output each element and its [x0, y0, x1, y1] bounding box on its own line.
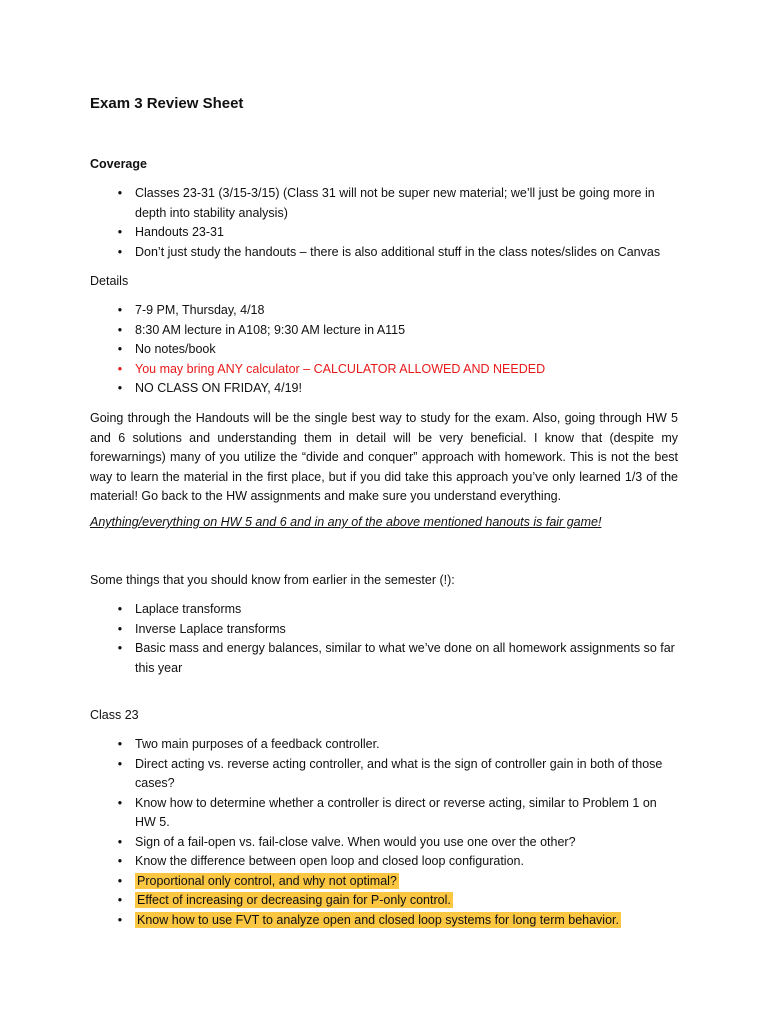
bullet-icon: •: [117, 834, 123, 849]
earlier-list: [90, 600, 678, 678]
bullet-icon: •: [117, 381, 123, 395]
page-title: Exam 3 Review Sheet: [90, 95, 244, 112]
bullet-icon: •: [117, 795, 123, 810]
coverage-list: [90, 184, 678, 262]
list-item: • Inverse Laplace transforms: [90, 620, 678, 640]
list-item-calculator-notice: • You may bring ANY calculator – CALCULATOR ALLOWED AND NEEDED: [90, 360, 678, 380]
bullet-icon: •: [117, 912, 123, 927]
bullet-icon: •: [117, 602, 123, 616]
list-item: • No notes/book: [90, 340, 678, 360]
class23-heading: Class 23: [90, 708, 139, 722]
bullet-icon: •: [117, 737, 123, 751]
fair-game-note: Anything/everything on HW 5 and 6 and in any of the above mentioned hanouts is fair game!: [90, 515, 602, 529]
list-item-highlighted: • Know how to use FVT to analyze open and closed loop systems for long term behavior.: [90, 911, 678, 931]
bullet-icon: •: [117, 225, 123, 239]
bullet-icon: •: [117, 342, 123, 356]
earlier-intro: Some things that you should know from earlier in the semester (!):: [90, 573, 455, 587]
bullet-icon: •: [117, 361, 123, 376]
list-item: • Know how to determine whether a controller is direct or reverse acting, similar to Problem 1 on HW 5.: [90, 794, 678, 833]
bullet-icon: •: [117, 854, 123, 868]
list-item-highlighted: • Effect of increasing or decreasing gain for P-only control.: [90, 891, 678, 911]
details-list: [90, 301, 678, 399]
coverage-heading: Coverage: [90, 157, 147, 171]
bullet-icon: •: [117, 322, 123, 337]
bullet-icon: •: [117, 641, 123, 655]
bullet-icon: •: [117, 893, 123, 907]
bullet-icon: •: [117, 303, 123, 317]
list-item: • 7-9 PM, Thursday, 4/18: [90, 301, 678, 321]
list-item-highlighted: • Proportional only control, and why not optimal?: [90, 872, 678, 892]
list-item: • Don’t just study the handouts – there is also additional stuff in the class notes/slides on Canvas: [90, 243, 678, 263]
list-item: • Two main purposes of a feedback controller.: [90, 735, 678, 755]
bullet-icon: •: [117, 873, 123, 888]
details-heading: Details: [90, 274, 129, 288]
list-item: • 8:30 AM lecture in A108; 9:30 AM lecture in A115: [90, 321, 678, 341]
bullet-icon: •: [117, 244, 123, 259]
list-item: • Laplace transforms: [90, 600, 678, 620]
list-item: • Classes 23-31 (3/15-3/15) (Class 31 will not be super new material; we’ll just be going more in depth into stability analysis): [90, 184, 678, 223]
bullet-icon: •: [117, 756, 123, 771]
list-item: • Know the difference between open loop and closed loop configuration.: [90, 852, 678, 872]
bullet-icon: •: [117, 621, 123, 636]
list-item: • Basic mass and energy balances, similar to what we’ve done on all homework assignments so far this year: [90, 639, 678, 678]
list-item: • Handouts 23-31: [90, 223, 678, 243]
class23-list: [90, 735, 678, 930]
study-paragraph: Going through the Handouts will be the single best way to study for the exam. Also, going through HW 5 and 6 solutions and understanding them in detail will be very beneficial. I know that (despite my forewarnings) many of you utilize the “divide and conquer” approach with homework. This is not the best way to learn the material in the first place, but if you did take this approach you’ve only learned 1/3 of the material! Go back to the HW assignments and make sure you understand everything.: [90, 411, 678, 503]
bullet-icon: •: [117, 186, 123, 200]
document-page: [90, 0, 678, 1024]
list-item: • Sign of a fail-open vs. fail-close valve. When would you use one over the other?: [90, 833, 678, 853]
list-item: • Direct acting vs. reverse acting controller, and what is the sign of controller gain in both of those cases?: [90, 755, 678, 794]
list-item: • NO CLASS ON FRIDAY, 4/19!: [90, 379, 678, 399]
